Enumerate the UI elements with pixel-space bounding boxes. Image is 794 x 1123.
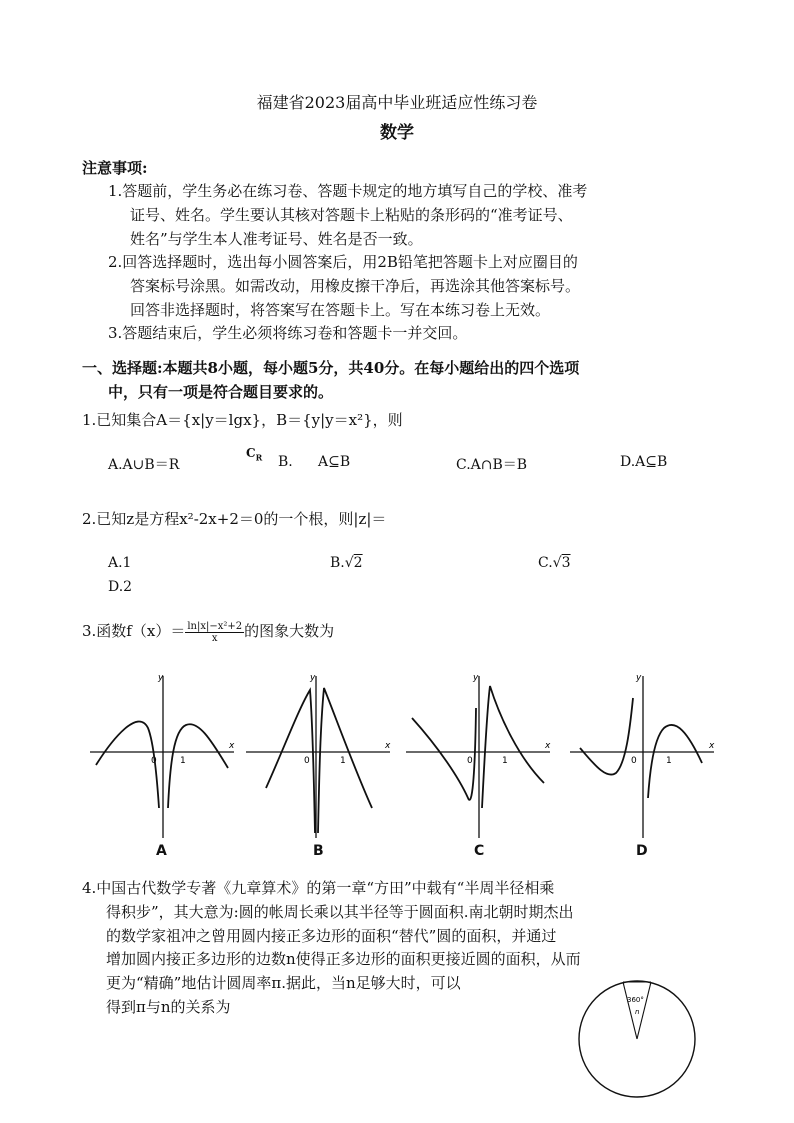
q1-option-d: D.A⊆B xyxy=(620,454,668,470)
notice-line: 2.回答选择题时，选出每小圆答案后，用2B铅笔把答题卡上对应圈目的 xyxy=(108,253,578,271)
axis-x-label: x xyxy=(545,741,551,751)
q1-stem: 1.已知集合A＝{x|y＝lgx}，B＝{y|y＝x²}，则 xyxy=(82,411,403,429)
q2-option-a: A.1 xyxy=(108,555,132,571)
origin-label: 0 xyxy=(151,756,157,766)
axis-x-label: x xyxy=(385,741,391,751)
q3-stem: 3.函数f（x）＝ $\frac{\text{ln|x|−x²+2}}{x}$ 的图象大数为 xyxy=(82,620,335,644)
q2-stem: 2.已知z是方程x²-2x+2＝0的一个根，则|z|＝ xyxy=(82,510,387,528)
angle-divisor: n xyxy=(635,1008,640,1016)
notice-line: 3.答题结束后，学生必须将练习卷和答题卡一并交回。 xyxy=(108,324,468,342)
q1-option-b: A⊆B xyxy=(318,454,351,470)
angle-label: 360° xyxy=(627,996,644,1004)
axis-x-label: x xyxy=(709,741,715,751)
q2-option-d: D.2 xyxy=(108,579,133,595)
tick-label: 1 xyxy=(666,756,672,766)
graph-a xyxy=(88,668,238,843)
graph-c xyxy=(404,668,554,843)
notice-line: 1.答题前，学生务必在练习卷、答题卡规定的地方填写自己的学校、准考 xyxy=(108,182,588,200)
section-heading: 一、选择题:本题共8小题，每小题5分，共40分。在每小题给出的四个选项 xyxy=(82,359,580,377)
tick-label: 1 xyxy=(502,756,508,766)
origin-label: 0 xyxy=(467,756,473,766)
q4-line: 得积步”，其大意为:圆的帐周长乘以其半径等于圆面积.南北朝时期杰出 xyxy=(106,903,574,921)
axis-x-label: x xyxy=(229,741,235,751)
notice-heading: 注意事项: xyxy=(82,159,148,177)
q2-option-b: B.√2 xyxy=(330,555,363,571)
q4-line: 更为“精确”地估计圆周率π.据此，当n足够大时，可以 xyxy=(106,974,461,992)
graph-label-c: C xyxy=(474,843,485,859)
section-heading-cont: 中，只有一项是符合题目要求的。 xyxy=(108,383,334,401)
axis-y-label: y xyxy=(636,673,642,683)
page-title: 福建省2023届高中毕业班适应性练习卷 xyxy=(256,93,538,112)
origin-label: 0 xyxy=(631,756,637,766)
axis-y-label: y xyxy=(473,673,479,683)
tick-label: 1 xyxy=(180,756,186,766)
notice-line: 姓名”与学生本人准考证号、姓名是否一致。 xyxy=(130,230,423,248)
q4-line: 增加圆内接正多边形的边数n使得正多边形的面积更接近圆的面积，从而 xyxy=(106,950,581,968)
q4-line: 的数学家祖冲之曾用圆内接正多边形的面积“替代”圆的面积，并通过 xyxy=(106,927,557,945)
notice-line: 答案标号涂黑。如需改动，用橡皮擦干净后，再选涂其他答案标号。 xyxy=(130,277,581,295)
q1-option-b-label: B. xyxy=(278,454,293,470)
graph-label-b: B xyxy=(313,843,324,859)
graph-d xyxy=(568,668,718,843)
fraction: $\frac{\text{ln|x|−x²+2}}{x}$ xyxy=(187,620,243,644)
q1-option-a: A.A∪B＝R xyxy=(108,457,180,473)
graph-label-a: A xyxy=(156,843,167,859)
axis-y-label: y xyxy=(158,673,164,683)
q1-option-c: C.A∩B＝B xyxy=(456,457,528,473)
circle-diagram xyxy=(576,978,698,1100)
q2-option-c: C.√3 xyxy=(538,555,571,571)
notice-line: 回答非选择题时，将答案写在答题卡上。写在本练习卷上无效。 xyxy=(130,301,551,319)
origin-label: 0 xyxy=(304,756,310,766)
axis-y-label: y xyxy=(310,673,316,683)
q4-line: 得到π与n的关系为 xyxy=(106,998,231,1016)
subject-title: 数学 xyxy=(380,123,414,143)
graph-label-d: D xyxy=(636,843,648,859)
q4-line: 4.中国古代数学专著《九章算术》的第一章“方田”中载有“半周半径相乘 xyxy=(82,879,555,897)
complement-symbol: $C_R$ xyxy=(246,446,263,463)
graph-b xyxy=(244,668,394,843)
notice-line: 证号、姓名。学生要认其核对答题卡上粘贴的条形码的“准考证号、 xyxy=(130,206,573,224)
tick-label: 1 xyxy=(340,756,346,766)
